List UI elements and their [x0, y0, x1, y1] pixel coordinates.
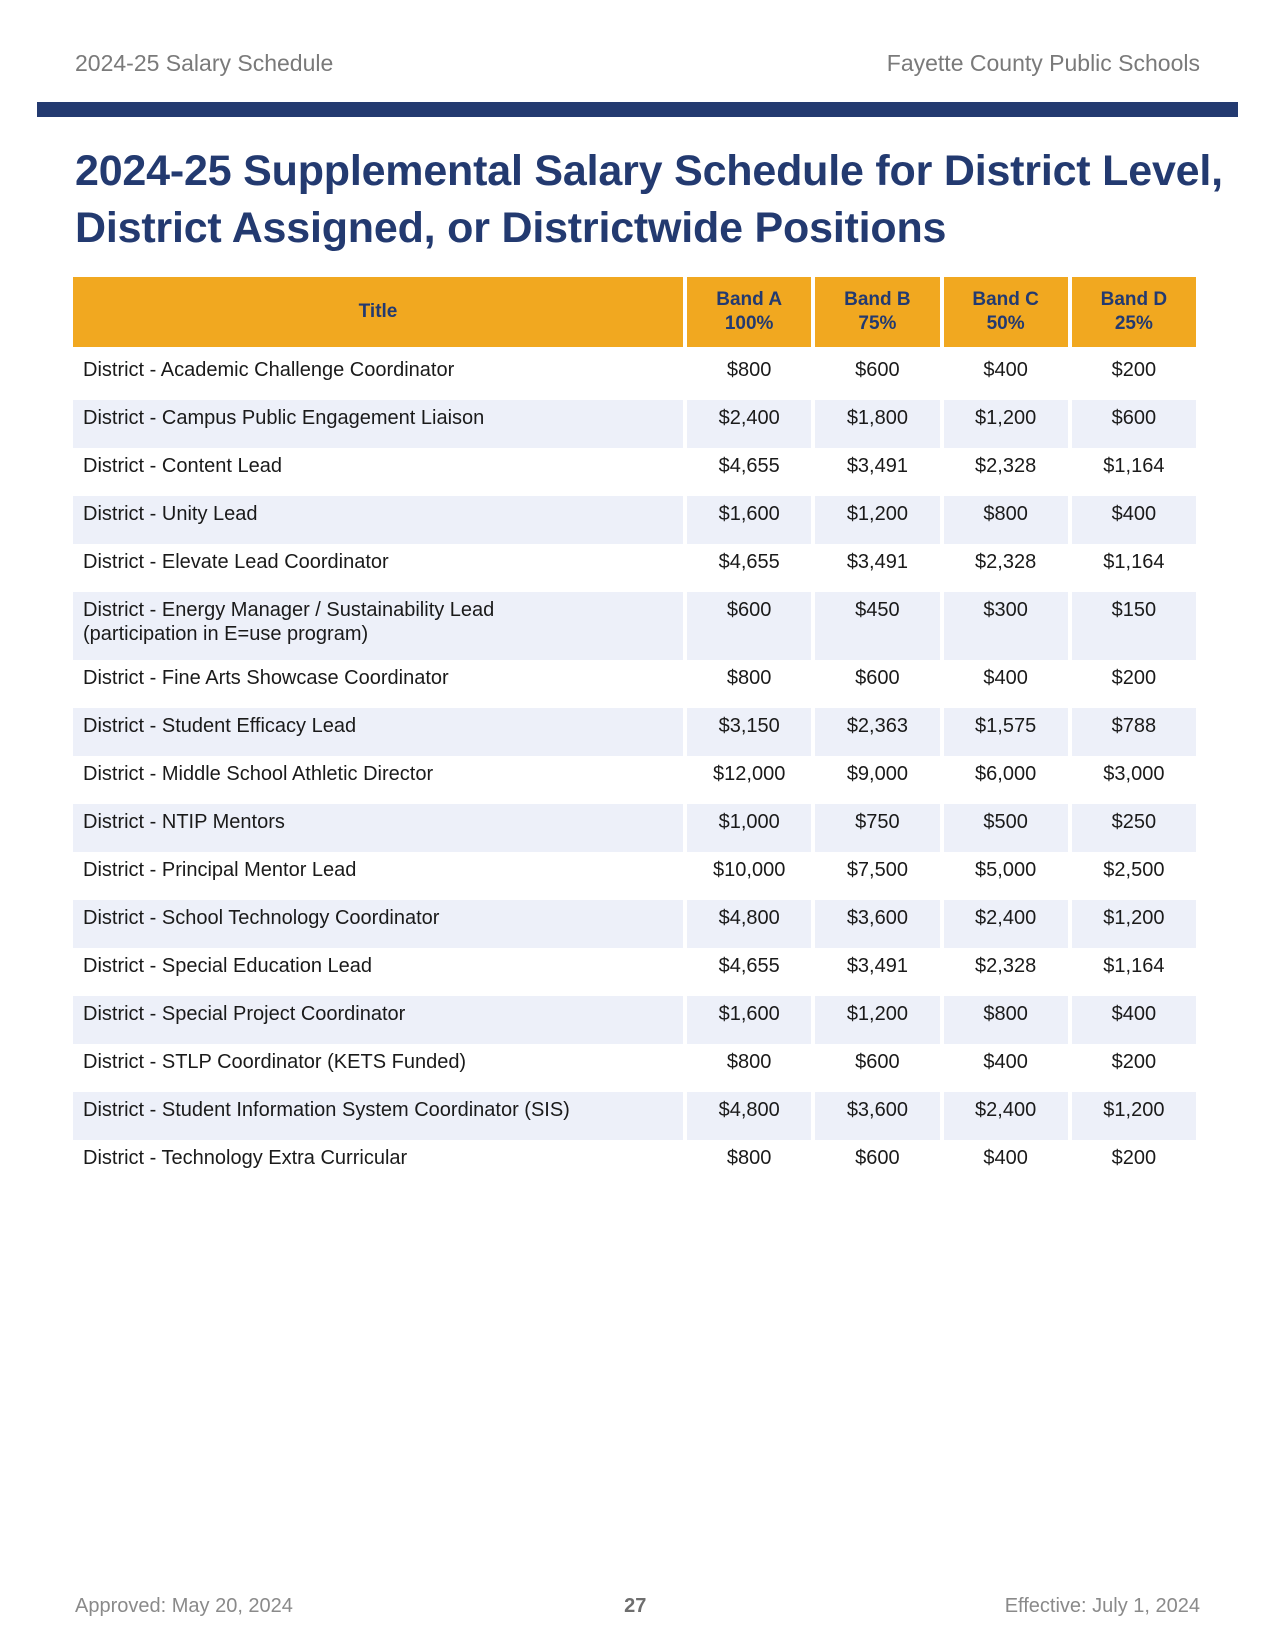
table-row — [73, 1140, 1196, 1188]
position-title-cell — [73, 1140, 683, 1188]
position-title-cell — [73, 352, 683, 400]
position-title-cell — [73, 804, 683, 852]
table-row — [73, 1044, 1196, 1092]
band-b-amount: $7,500 — [846, 859, 908, 881]
band-a-amount: $4,800 — [687, 900, 811, 948]
band-b-amount: $750 — [815, 804, 939, 852]
band-d-amount: $1,164 — [1103, 551, 1165, 573]
page-footer — [75, 1592, 1200, 1620]
band-a-amount: $12,000 — [713, 763, 786, 785]
table-row — [73, 996, 1196, 1044]
band-a-amount: $4,655 — [718, 455, 780, 477]
band-d-amount: $600 — [1072, 400, 1196, 448]
position-title: District - Academic Challenge Coordinator — [83, 359, 455, 381]
column-header-band-d: Band D 25% — [1072, 277, 1196, 352]
column-header-title: Title — [73, 277, 683, 352]
band-c-amount: $300 — [944, 592, 1068, 660]
band-d-amount: $1,164 — [1103, 955, 1165, 977]
position-title: District - NTIP Mentors — [83, 811, 285, 833]
position-title: District - Special Education Lead — [83, 955, 373, 977]
position-title: District - Middle School Athletic Director — [83, 763, 434, 785]
band-a-amount: $600 — [687, 592, 811, 660]
band-c-amount: $500 — [944, 804, 1068, 852]
band-d-amount: $250 — [1072, 804, 1196, 852]
band-d-amount: $788 — [1072, 708, 1196, 756]
table-row — [73, 660, 1196, 708]
position-title: District - School Technology Coordinator — [83, 907, 440, 929]
position-title: District - Student Efficacy Lead — [83, 715, 357, 737]
running-header — [75, 48, 1200, 78]
band-b-amount: $1,200 — [815, 996, 939, 1044]
band-d-amount: $200 — [1111, 1051, 1157, 1073]
band-d-amount: $200 — [1111, 359, 1157, 381]
band-a-amount: $2,400 — [687, 400, 811, 448]
position-title: District - Campus Public Engagement Liaison — [83, 407, 485, 429]
band-b-amount: $1,800 — [815, 400, 939, 448]
band-a-amount: $1,000 — [687, 804, 811, 852]
band-d-amount: $200 — [1111, 1147, 1157, 1169]
band-b-amount: $2,363 — [815, 708, 939, 756]
table-row — [73, 496, 1196, 544]
band-b-amount: $450 — [815, 592, 939, 660]
band-d-amount: $400 — [1072, 496, 1196, 544]
table-row — [73, 708, 1196, 756]
header-document-name: 2024-25 Salary Schedule — [75, 49, 334, 76]
band-c-amount: $800 — [944, 496, 1068, 544]
band-c-amount: $2,328 — [975, 955, 1037, 977]
band-a-amount: $800 — [726, 1051, 772, 1073]
band-c-amount: $400 — [983, 1051, 1028, 1073]
band-c-amount: $6,000 — [975, 763, 1037, 785]
position-title-cell — [73, 660, 683, 708]
band-d-amount: $200 — [1111, 667, 1157, 689]
header-divider — [37, 102, 1238, 117]
band-c-amount: $1,200 — [944, 400, 1068, 448]
table-row — [73, 448, 1196, 496]
table-row — [73, 544, 1196, 592]
position-title: District - Student Information System Coordinator (SIS) — [83, 1099, 570, 1121]
band-b-amount: $3,600 — [815, 1092, 939, 1140]
table-row — [73, 400, 1196, 448]
table-row — [73, 1092, 1196, 1140]
band-b-amount: $600 — [855, 359, 900, 381]
salary-table — [69, 277, 1200, 1188]
band-a-amount: $4,800 — [687, 1092, 811, 1140]
position-title: District - Special Project Coordinator — [83, 1003, 406, 1025]
position-title-cell — [73, 996, 683, 1044]
table-header-row — [73, 277, 1196, 352]
column-header-band-a: Band A 100% — [687, 277, 811, 352]
page-title: 2024-25 Supplemental Salary Schedule for District Level, District Assigned, or Districtwide Positions — [75, 147, 1223, 252]
band-d-amount: $1,164 — [1103, 455, 1165, 477]
band-b-amount: $600 — [855, 667, 900, 689]
band-d-amount: $1,200 — [1072, 900, 1196, 948]
band-b-amount: $3,600 — [815, 900, 939, 948]
band-a-amount: $1,600 — [687, 996, 811, 1044]
band-a-amount: $3,150 — [687, 708, 811, 756]
table-row — [73, 592, 1196, 660]
position-title-cell — [73, 544, 683, 592]
position-title: District - Principal Mentor Lead — [83, 859, 357, 881]
band-b-amount: $9,000 — [846, 763, 908, 785]
band-a-amount: $10,000 — [713, 859, 786, 881]
band-d-amount: $150 — [1072, 592, 1196, 660]
band-c-amount: $5,000 — [975, 859, 1037, 881]
position-title: District - Content Lead — [83, 455, 282, 477]
position-title-cell — [73, 448, 683, 496]
header-organization: Fayette County Public Schools — [886, 49, 1200, 76]
table-row — [73, 852, 1196, 900]
band-d-amount: $3,000 — [1103, 763, 1165, 785]
band-a-amount: $4,655 — [718, 955, 780, 977]
position-title-cell — [73, 496, 683, 544]
approved-date: Approved: May 20, 2024 — [75, 1594, 293, 1617]
position-title-cell — [73, 756, 683, 804]
effective-date: Effective: July 1, 2024 — [1004, 1594, 1200, 1617]
position-title: District - Elevate Lead Coordinator — [83, 551, 389, 573]
position-title-note: (participation in E=use program) — [83, 623, 369, 645]
position-title-cell — [73, 1092, 683, 1140]
position-title-cell — [73, 948, 683, 996]
band-b-amount: $3,491 — [846, 551, 908, 573]
band-a-amount: $1,600 — [687, 496, 811, 544]
table-row — [73, 948, 1196, 996]
position-title-cell — [73, 708, 683, 756]
band-c-amount: $800 — [944, 996, 1068, 1044]
position-title-cell — [73, 400, 683, 448]
band-c-amount: $400 — [983, 359, 1028, 381]
position-title: District - Technology Extra Curricular — [83, 1147, 408, 1169]
band-b-amount: $3,491 — [846, 455, 908, 477]
position-title-cell — [73, 900, 683, 948]
band-c-amount: $2,400 — [944, 1092, 1068, 1140]
position-title: District - Unity Lead — [83, 503, 258, 525]
position-title: District - STLP Coordinator (KETS Funded) — [83, 1051, 467, 1073]
band-d-amount: $1,200 — [1072, 1092, 1196, 1140]
page-number: 27 — [624, 1594, 647, 1617]
position-title-cell — [73, 1044, 683, 1092]
band-c-amount: $400 — [983, 1147, 1028, 1169]
position-title: District - Energy Manager / Sustainability Lead — [83, 599, 495, 621]
band-b-amount: $600 — [855, 1051, 900, 1073]
band-a-amount: $800 — [726, 667, 772, 689]
band-c-amount: $2,400 — [944, 900, 1068, 948]
band-d-amount: $2,500 — [1103, 859, 1165, 881]
band-c-amount: $1,575 — [944, 708, 1068, 756]
position-title-cell — [73, 852, 683, 900]
column-header-band-b: Band B 75% — [815, 277, 939, 352]
band-a-amount: $800 — [726, 359, 772, 381]
table-row — [73, 900, 1196, 948]
band-a-amount: $4,655 — [718, 551, 780, 573]
band-a-amount: $800 — [726, 1147, 772, 1169]
band-b-amount: $600 — [855, 1147, 900, 1169]
band-c-amount: $2,328 — [975, 551, 1037, 573]
band-d-amount: $400 — [1072, 996, 1196, 1044]
position-title-cell — [73, 592, 683, 660]
position-title: District - Fine Arts Showcase Coordinator — [83, 667, 449, 689]
band-b-amount: $1,200 — [815, 496, 939, 544]
column-header-band-c: Band C 50% — [944, 277, 1068, 352]
band-c-amount: $400 — [983, 667, 1028, 689]
table-row — [73, 352, 1196, 400]
band-b-amount: $3,491 — [846, 955, 908, 977]
table-row — [73, 756, 1196, 804]
band-c-amount: $2,328 — [975, 455, 1037, 477]
table-row — [73, 804, 1196, 852]
